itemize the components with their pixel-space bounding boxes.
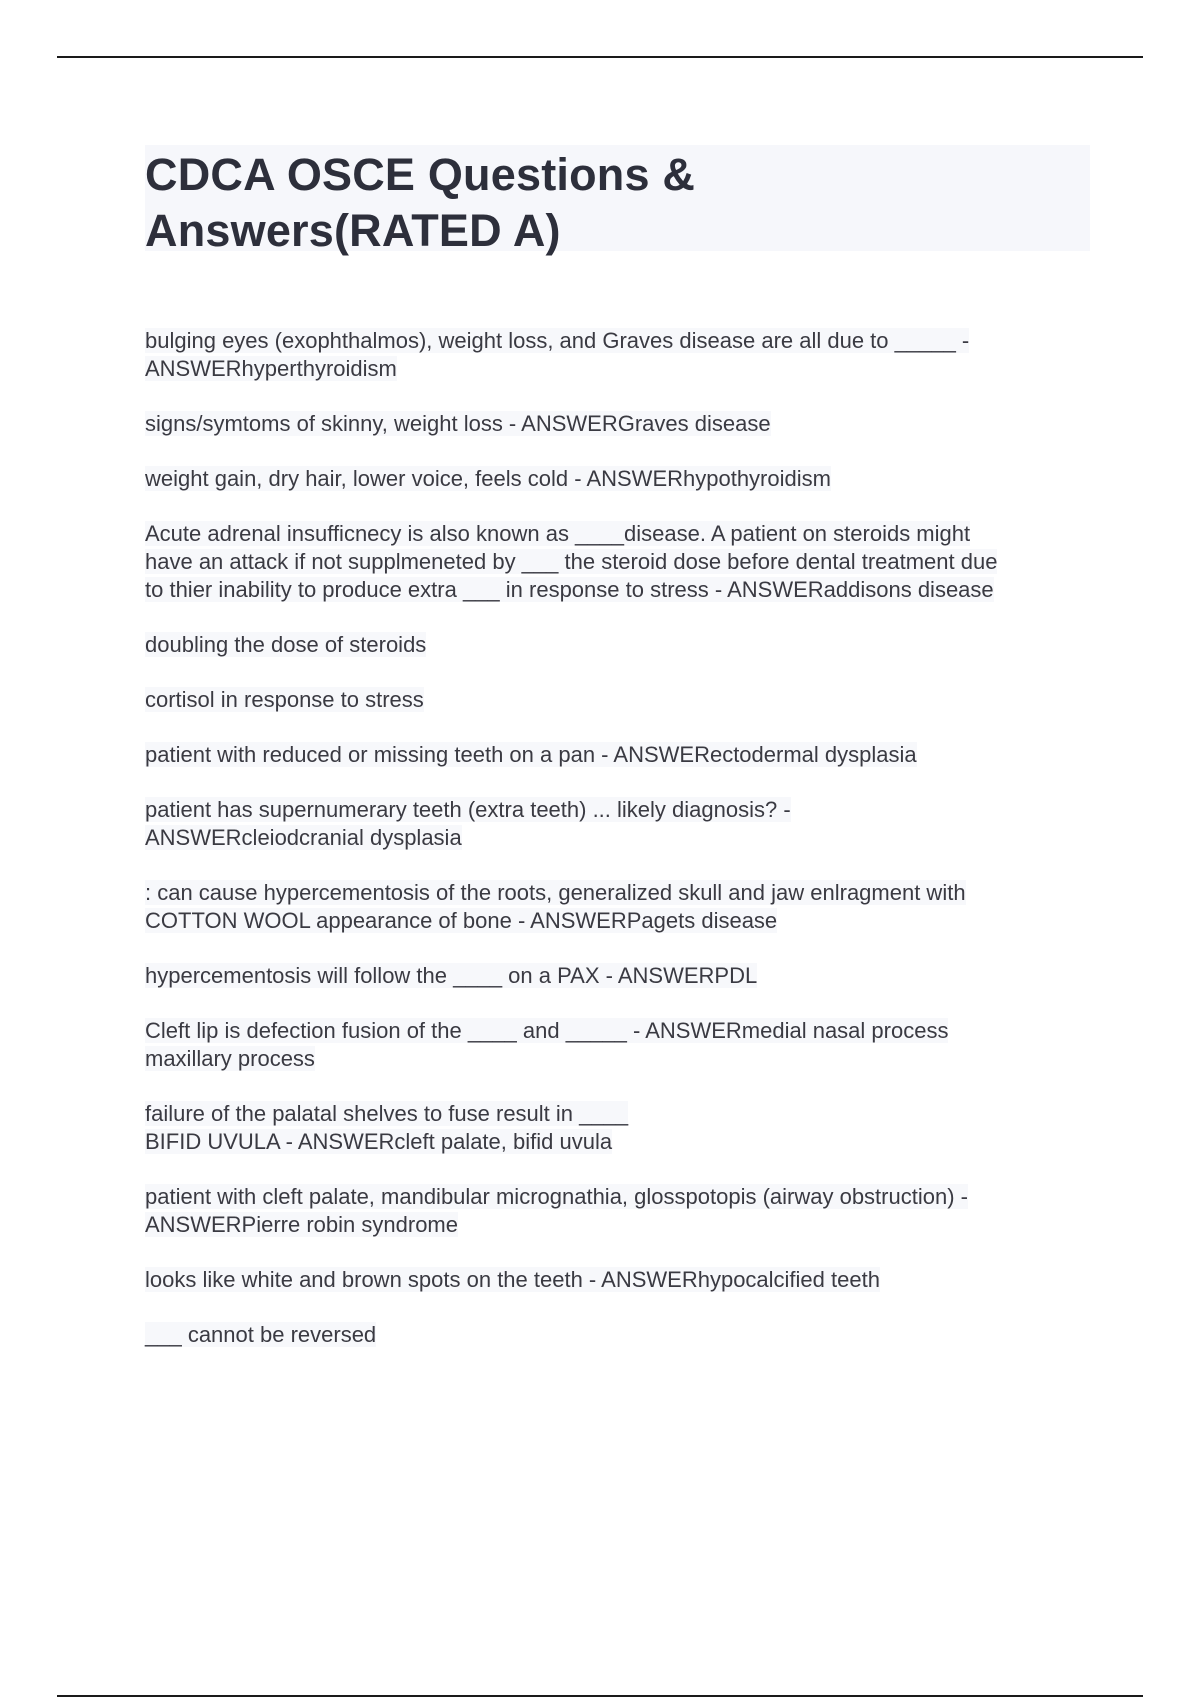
qa-line-text: ANSWERhyperthyroidism: [145, 356, 397, 381]
qa-entry: [145, 1100, 1090, 1156]
qa-line: [145, 741, 1090, 769]
qa-line: [145, 548, 1090, 576]
qa-line: [145, 1183, 1090, 1211]
qa-line-text: ANSWERPierre robin syndrome: [145, 1212, 458, 1237]
qa-line-text: : can cause hypercementosis of the roots, generalized skull and jaw enlragment with: [145, 880, 966, 905]
qa-line: [145, 1266, 1090, 1294]
qa-line: [145, 907, 1090, 935]
qa-line: [145, 576, 1090, 604]
qa-entry: [145, 686, 1090, 714]
qa-line: [145, 631, 1090, 659]
document-title: [145, 147, 1090, 259]
qa-line-text: bulging eyes (exophthalmos), weight loss, and Graves disease are all due to _____ -: [145, 328, 970, 353]
qa-line-text: maxillary process: [145, 1046, 315, 1071]
title-line-2: Answers(RATED A): [145, 205, 561, 256]
title-line-1: CDCA OSCE Questions &: [145, 149, 696, 200]
qa-line: [145, 1128, 1090, 1156]
top-rule: [57, 56, 1143, 58]
qa-entry: [145, 327, 1090, 383]
qa-line-text: weight gain, dry hair, lower voice, feels cold - ANSWERhypothyroidism: [145, 466, 831, 491]
qa-line-text: to thier inability to produce extra ___ in response to stress - ANSWERaddisons disease: [145, 577, 994, 602]
qa-line: [145, 824, 1090, 852]
qa-line-text: hypercementosis will follow the ____ on a PAX - ANSWERPDL: [145, 963, 758, 988]
bottom-rule: [57, 1695, 1143, 1697]
qa-line: [145, 962, 1090, 990]
qa-line: [145, 465, 1090, 493]
qa-entry: [145, 1183, 1090, 1239]
qa-line-text: have an attack if not supplmeneted by ___ the steroid dose before dental treatment due: [145, 549, 998, 574]
qa-line-text: Cleft lip is defection fusion of the ____ and _____ - ANSWERmedial nasal process: [145, 1018, 949, 1043]
qa-line-text: ANSWERcleiodcranial dysplasia: [145, 825, 462, 850]
qa-line: [145, 796, 1090, 824]
qa-line: [145, 1045, 1090, 1073]
qa-line-text: patient with reduced or missing teeth on a pan - ANSWERectodermal dysplasia: [145, 742, 917, 767]
qa-entry: [145, 410, 1090, 438]
qa-line-text: BIFID UVULA - ANSWERcleft palate, bifid uvula: [145, 1129, 613, 1154]
qa-line-text: ___ cannot be reversed: [145, 1322, 377, 1347]
qa-line-text: failure of the palatal shelves to fuse result in ____: [145, 1101, 629, 1126]
qa-entry: [145, 962, 1090, 990]
qa-line: [145, 1100, 1090, 1128]
title-block: [145, 145, 1090, 256]
qa-entry: [145, 1321, 1090, 1349]
qa-entry: [145, 1266, 1090, 1294]
qa-line: [145, 1321, 1090, 1349]
qa-list: [145, 327, 1090, 1349]
qa-entry: [145, 520, 1090, 604]
qa-line-text: doubling the dose of steroids: [145, 632, 427, 657]
document-body: [145, 145, 1090, 1376]
qa-entry: [145, 465, 1090, 493]
qa-line-text: looks like white and brown spots on the teeth - ANSWERhypocalcified teeth: [145, 1267, 880, 1292]
qa-line: [145, 327, 1090, 355]
qa-entry: [145, 879, 1090, 935]
qa-line: [145, 1211, 1090, 1239]
qa-entry: [145, 796, 1090, 852]
qa-line-text: patient with cleft palate, mandibular micrognathia, glosspotopis (airway obstruction) -: [145, 1184, 968, 1209]
qa-line: [145, 686, 1090, 714]
qa-line-text: signs/symtoms of skinny, weight loss - ANSWERGraves disease: [145, 411, 771, 436]
qa-entry: [145, 1017, 1090, 1073]
qa-entry: [145, 741, 1090, 769]
qa-line: [145, 879, 1090, 907]
qa-line-text: Acute adrenal insufficnecy is also known as ____disease. A patient on steroids might: [145, 521, 971, 546]
qa-line: [145, 520, 1090, 548]
qa-line: [145, 410, 1090, 438]
qa-line: [145, 1017, 1090, 1045]
qa-line-text: cortisol in response to stress: [145, 687, 424, 712]
qa-line-text: patient has supernumerary teeth (extra teeth) ... likely diagnosis? -: [145, 797, 791, 822]
qa-entry: [145, 631, 1090, 659]
qa-line-text: COTTON WOOL appearance of bone - ANSWERPagets disease: [145, 908, 778, 933]
qa-line: [145, 355, 1090, 383]
